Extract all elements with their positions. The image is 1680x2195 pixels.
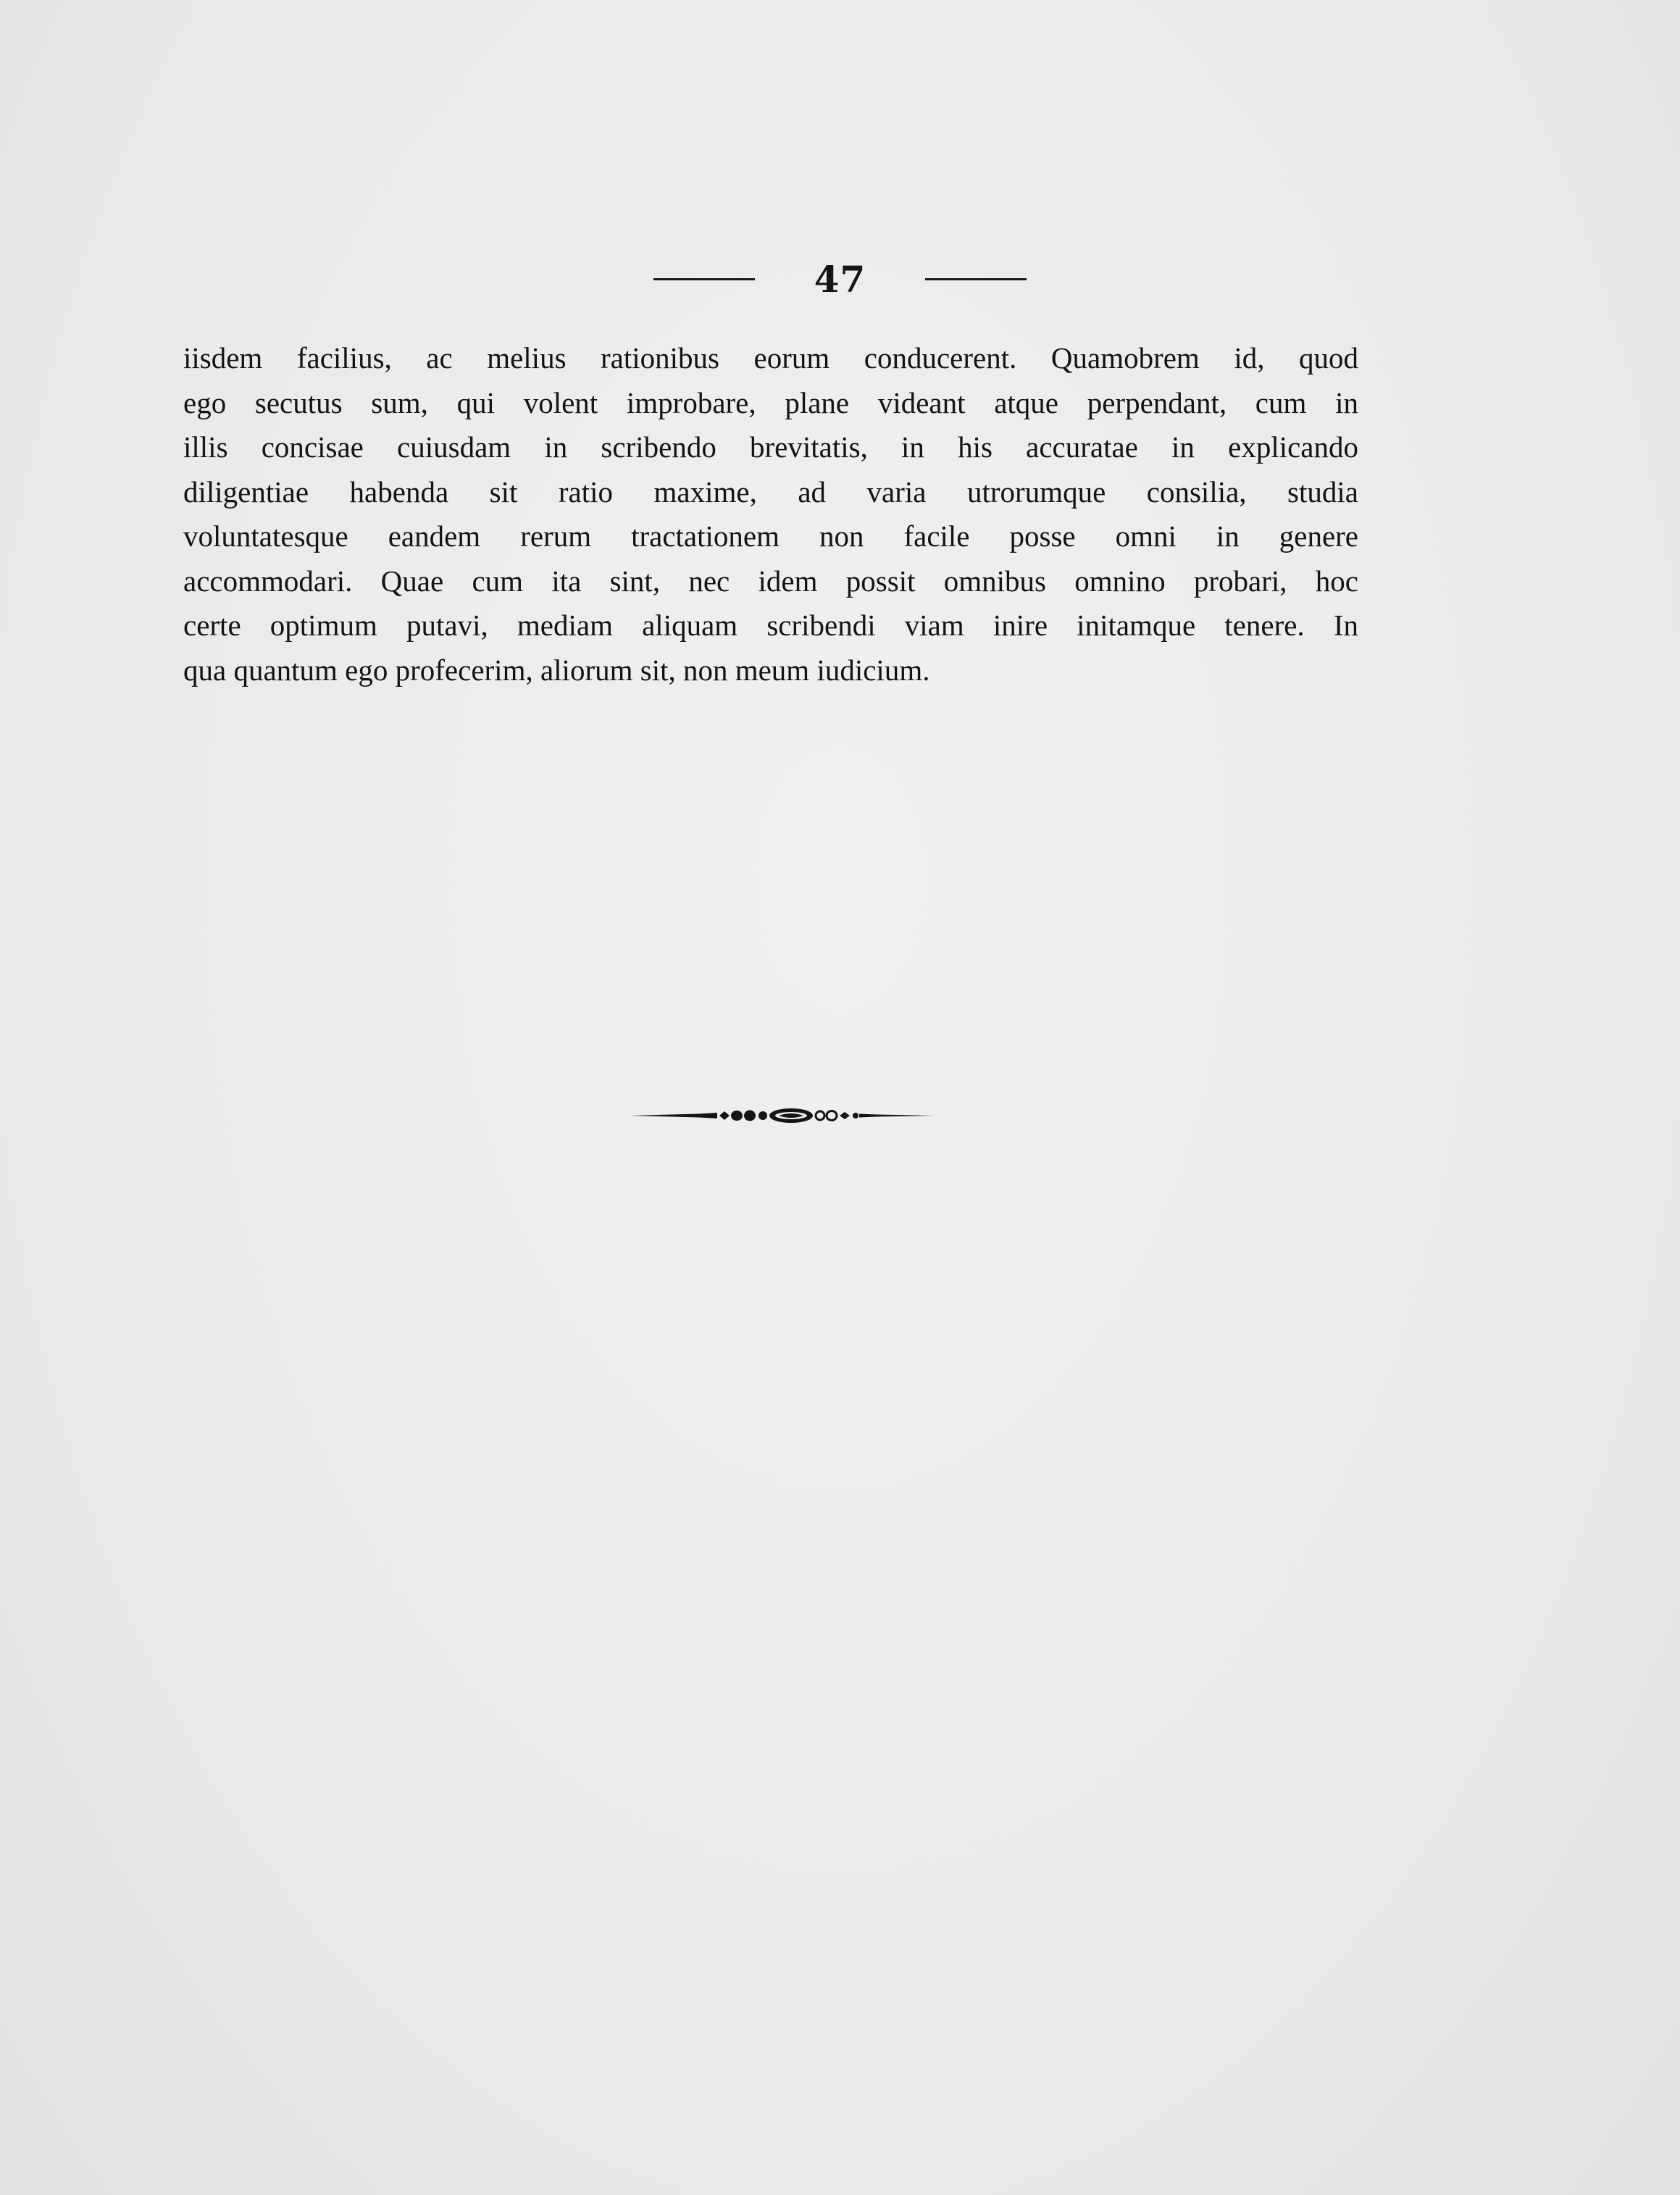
text-line: illis concisae cuiusdam in scribendo brevitatis, in his accuratae in explicando bbox=[183, 430, 1358, 464]
text-line: diligentiae habenda sit ratio maxime, ad varia utrorumque consilia, studia bbox=[183, 474, 1358, 509]
text-line: accommodari. Quae cum ita sint, nec idem possit omnibus omnino probari, hoc bbox=[183, 564, 1358, 598]
text-line: ego secutus sum, qui volent improbare, plane videant atque perpendant, cum in bbox=[183, 385, 1358, 419]
body-paragraph bbox=[183, 336, 1358, 693]
end-of-text-ornament-icon bbox=[630, 1101, 935, 1130]
text-line: voluntatesque eandem rerum tractationem non facile posse omni in genere bbox=[183, 519, 1358, 553]
header-rule-left bbox=[653, 278, 755, 280]
page-header bbox=[0, 254, 1680, 304]
text-line: qua quantum ego profecerim, aliorum sit, non meum iudicium. bbox=[183, 653, 930, 687]
header-rule-right bbox=[925, 278, 1027, 280]
page-number: 47 bbox=[814, 257, 866, 301]
text-line: iisdem facilius, ac melius rationibus eorum conducerent. Quamobrem id, quod bbox=[183, 341, 1358, 375]
text-line: certe optimum putavi, mediam aliquam scribendi viam inire initamque tenere. In bbox=[183, 609, 1358, 642]
